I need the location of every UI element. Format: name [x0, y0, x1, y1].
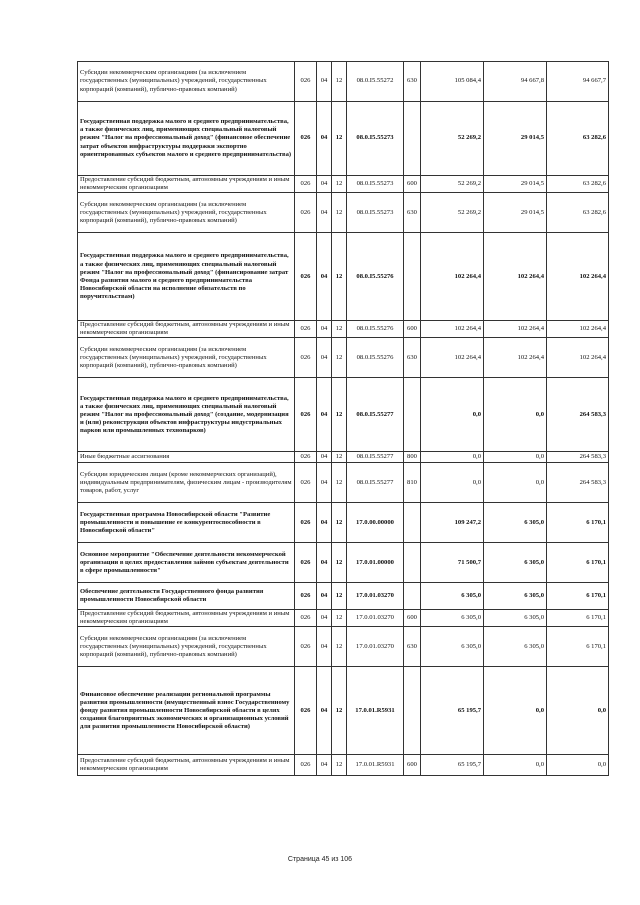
- row-name: Предоставление субсидий бюджетным, автономным учреждениям и иным некоммерческим организациям: [78, 176, 295, 193]
- section-code: 04: [317, 338, 332, 378]
- expense-type-code: [404, 503, 421, 543]
- table-row: [78, 62, 609, 102]
- ved-code: 026: [295, 667, 317, 755]
- subsection-code: 12: [332, 667, 347, 755]
- subsection-code: 12: [332, 755, 347, 776]
- section-code: 04: [317, 543, 332, 583]
- amount-year-1: 0,0: [421, 452, 484, 463]
- amount-year-3: 102 264,4: [547, 338, 609, 378]
- expense-type-code: 600: [404, 321, 421, 338]
- subsection-code: 12: [332, 503, 347, 543]
- amount-year-1: 71 500,7: [421, 543, 484, 583]
- row-name: Иные бюджетные ассигнования: [78, 452, 295, 463]
- table-row: [78, 193, 609, 233]
- target-article-code: 17.0.01.03270: [347, 627, 404, 667]
- page-footer: Страница 45 из 106: [287, 856, 353, 863]
- section-code: 04: [317, 176, 332, 193]
- amount-year-3: 264 583,3: [547, 378, 609, 452]
- amount-year-1: 109 247,2: [421, 503, 484, 543]
- table-row: [78, 755, 609, 776]
- amount-year-2: 94 667,8: [484, 62, 547, 102]
- row-name: Предоставление субсидий бюджетным, автономным учреждениям и иным некоммерческим организациям: [78, 321, 295, 338]
- amount-year-2: 102 264,4: [484, 338, 547, 378]
- table-row: [78, 378, 609, 452]
- section-code: 04: [317, 62, 332, 102]
- ved-code: 026: [295, 102, 317, 176]
- section-code: 04: [317, 503, 332, 543]
- row-name: Государственная поддержка малого и среднего предпринимательства, а также физических лиц, применяющих специальный налоговый режим "Налог на профессиональный доход" (финансовое обеспечение затрат объектов инфраструктуры поддержки экспортно ориентированных субъектов малого и среднего предпринимательства): [78, 102, 295, 176]
- table-row: [78, 321, 609, 338]
- amount-year-1: 102 264,4: [421, 233, 484, 321]
- amount-year-2: 0,0: [484, 463, 547, 503]
- target-article-code: 08.0.I5.55276: [347, 233, 404, 321]
- section-code: 04: [317, 233, 332, 321]
- ved-code: 026: [295, 452, 317, 463]
- expense-type-code: [404, 378, 421, 452]
- target-article-code: 08.0.I5.55277: [347, 452, 404, 463]
- amount-year-2: 0,0: [484, 755, 547, 776]
- ved-code: 026: [295, 503, 317, 543]
- row-name: Предоставление субсидий бюджетным, автономным учреждениям и иным некоммерческим организациям: [78, 610, 295, 627]
- expense-type-code: 800: [404, 452, 421, 463]
- amount-year-1: 52 269,2: [421, 176, 484, 193]
- expense-type-code: 630: [404, 193, 421, 233]
- ved-code: 026: [295, 755, 317, 776]
- amount-year-2: 6 305,0: [484, 543, 547, 583]
- target-article-code: 17.0.01.03270: [347, 583, 404, 610]
- row-name: Государственная поддержка малого и среднего предпринимательства, а также физических лиц, применяющих специальный налоговый режим "Налог на профессиональный доход" (финансирование затрат Фонда развития малого и среднего предпринимательства Новосибирской области на исполнение обязательств по поручительствам): [78, 233, 295, 321]
- ved-code: 026: [295, 176, 317, 193]
- amount-year-2: 0,0: [484, 378, 547, 452]
- amount-year-1: 0,0: [421, 463, 484, 503]
- subsection-code: 12: [332, 378, 347, 452]
- target-article-code: 17.0.01.R5931: [347, 755, 404, 776]
- target-article-code: 08.0.I5.55277: [347, 463, 404, 503]
- amount-year-3: 94 667,7: [547, 62, 609, 102]
- subsection-code: 12: [332, 102, 347, 176]
- amount-year-2: 0,0: [484, 667, 547, 755]
- row-name: Финансовое обеспечение реализации региональной программы развития промышленности (имущественный взнос Государственному фонду развития промышленности Новосибирской области в целях создания благоприятных экономических и организационных условий для развития промышленности Новосибирской области): [78, 667, 295, 755]
- target-article-code: 08.0.I5.55273: [347, 193, 404, 233]
- amount-year-1: 65 195,7: [421, 755, 484, 776]
- amount-year-1: 0,0: [421, 378, 484, 452]
- amount-year-1: 65 195,7: [421, 667, 484, 755]
- amount-year-3: 63 282,6: [547, 193, 609, 233]
- subsection-code: 12: [332, 62, 347, 102]
- expense-type-code: [404, 667, 421, 755]
- target-article-code: 08.0.I5.55272: [347, 62, 404, 102]
- amount-year-3: 63 282,6: [547, 176, 609, 193]
- expense-type-code: 810: [404, 463, 421, 503]
- amount-year-2: 6 305,0: [484, 610, 547, 627]
- section-code: 04: [317, 102, 332, 176]
- ved-code: 026: [295, 610, 317, 627]
- target-article-code: 08.0.I5.55277: [347, 378, 404, 452]
- subsection-code: 12: [332, 193, 347, 233]
- amount-year-3: 6 170,1: [547, 503, 609, 543]
- expense-type-code: [404, 233, 421, 321]
- amount-year-2: 102 264,4: [484, 233, 547, 321]
- expense-type-code: 600: [404, 610, 421, 627]
- amount-year-1: 102 264,4: [421, 321, 484, 338]
- amount-year-3: 102 264,4: [547, 233, 609, 321]
- amount-year-3: 264 583,3: [547, 452, 609, 463]
- section-code: 04: [317, 452, 332, 463]
- table-row: [78, 463, 609, 503]
- amount-year-1: 6 305,0: [421, 610, 484, 627]
- amount-year-1: 105 084,4: [421, 62, 484, 102]
- expense-type-code: [404, 543, 421, 583]
- row-name: Субсидии некоммерческим организациям (за исключением государственных (муниципальных) учреждений, государственных корпораций (компаний), публично-правовых компаний): [78, 338, 295, 378]
- section-code: 04: [317, 583, 332, 610]
- amount-year-2: 6 305,0: [484, 627, 547, 667]
- table-row: [78, 610, 609, 627]
- amount-year-2: 29 014,5: [484, 102, 547, 176]
- amount-year-2: 29 014,5: [484, 176, 547, 193]
- table-row: [78, 102, 609, 176]
- expense-type-code: 630: [404, 62, 421, 102]
- ved-code: 026: [295, 378, 317, 452]
- ved-code: 026: [295, 583, 317, 610]
- expense-type-code: 630: [404, 627, 421, 667]
- amount-year-2: 6 305,0: [484, 583, 547, 610]
- target-article-code: 17.0.01.R5931: [347, 667, 404, 755]
- amount-year-1: 52 269,2: [421, 102, 484, 176]
- row-name: Государственная поддержка малого и среднего предпринимательства, а также физических лиц, применяющих специальный налоговый режим "Налог на профессиональный доход" (создание, модернизация и (или) реконструкция объектов инфраструктуры индустриальных парков или промышленных технопарков): [78, 378, 295, 452]
- section-code: 04: [317, 193, 332, 233]
- ved-code: 026: [295, 62, 317, 102]
- ved-code: 026: [295, 338, 317, 378]
- row-name: Государственная программа Новосибирской области "Развитие промышленности и повышение ее конкурентоспособности в Новосибирской области": [78, 503, 295, 543]
- amount-year-2: 29 014,5: [484, 193, 547, 233]
- expense-type-code: 600: [404, 176, 421, 193]
- ved-code: 026: [295, 543, 317, 583]
- amount-year-3: 0,0: [547, 755, 609, 776]
- budget-table: [77, 61, 609, 776]
- amount-year-2: 102 264,4: [484, 321, 547, 338]
- table-row: [78, 583, 609, 610]
- table-row: [78, 667, 609, 755]
- section-code: 04: [317, 627, 332, 667]
- subsection-code: 12: [332, 583, 347, 610]
- amount-year-3: 264 583,3: [547, 463, 609, 503]
- amount-year-2: 0,0: [484, 452, 547, 463]
- row-name: Субсидии некоммерческим организациям (за исключением государственных (муниципальных) учреждений, государственных корпораций (компаний), публично-правовых компаний): [78, 627, 295, 667]
- table-row: [78, 543, 609, 583]
- amount-year-1: 52 269,2: [421, 193, 484, 233]
- table-row: [78, 176, 609, 193]
- subsection-code: 12: [332, 627, 347, 667]
- target-article-code: 17.0.01.03270: [347, 610, 404, 627]
- table-row: [78, 627, 609, 667]
- table-row: [78, 503, 609, 543]
- amount-year-3: 6 170,1: [547, 627, 609, 667]
- section-code: 04: [317, 610, 332, 627]
- subsection-code: 12: [332, 321, 347, 338]
- expense-type-code: 630: [404, 338, 421, 378]
- subsection-code: 12: [332, 176, 347, 193]
- target-article-code: 08.0.I5.55276: [347, 338, 404, 378]
- table-row: [78, 338, 609, 378]
- section-code: 04: [317, 755, 332, 776]
- subsection-code: 12: [332, 233, 347, 321]
- subsection-code: 12: [332, 610, 347, 627]
- ved-code: 026: [295, 463, 317, 503]
- amount-year-3: 6 170,1: [547, 583, 609, 610]
- section-code: 04: [317, 667, 332, 755]
- target-article-code: 17.0.00.00000: [347, 503, 404, 543]
- ved-code: 026: [295, 233, 317, 321]
- amount-year-1: 102 264,4: [421, 338, 484, 378]
- table-row: [78, 452, 609, 463]
- row-name: Субсидии некоммерческим организациям (за исключением государственных (муниципальных) учреждений, государственных корпораций (компаний), публично-правовых компаний): [78, 193, 295, 233]
- amount-year-2: 6 305,0: [484, 503, 547, 543]
- ved-code: 026: [295, 321, 317, 338]
- table-row: [78, 233, 609, 321]
- subsection-code: 12: [332, 452, 347, 463]
- section-code: 04: [317, 378, 332, 452]
- amount-year-3: 6 170,1: [547, 610, 609, 627]
- subsection-code: 12: [332, 463, 347, 503]
- amount-year-1: 6 305,0: [421, 627, 484, 667]
- row-name: Основное мероприятие "Обеспечение деятельности некоммерческой организации в целях предоставления займов субъектам деятельности в сфере промышленности": [78, 543, 295, 583]
- row-name: Обеспечение деятельности Государственного фонда развития промышленности Новосибирской области: [78, 583, 295, 610]
- amount-year-3: 0,0: [547, 667, 609, 755]
- target-article-code: 17.0.01.00000: [347, 543, 404, 583]
- subsection-code: 12: [332, 543, 347, 583]
- expense-type-code: [404, 583, 421, 610]
- amount-year-1: 6 305,0: [421, 583, 484, 610]
- target-article-code: 08.0.I5.55273: [347, 176, 404, 193]
- section-code: 04: [317, 463, 332, 503]
- section-code: 04: [317, 321, 332, 338]
- ved-code: 026: [295, 627, 317, 667]
- expense-type-code: [404, 102, 421, 176]
- amount-year-3: 63 282,6: [547, 102, 609, 176]
- target-article-code: 08.0.I5.55273: [347, 102, 404, 176]
- ved-code: 026: [295, 193, 317, 233]
- amount-year-3: 6 170,1: [547, 543, 609, 583]
- expense-type-code: 600: [404, 755, 421, 776]
- row-name: Субсидии юридическим лицам (кроме некоммерческих организаций), индивидуальным предпринимателям, физическим лицам - производителям товаров, работ, услуг: [78, 463, 295, 503]
- row-name: Предоставление субсидий бюджетным, автономным учреждениям и иным некоммерческим организациям: [78, 755, 295, 776]
- target-article-code: 08.0.I5.55276: [347, 321, 404, 338]
- amount-year-3: 102 264,4: [547, 321, 609, 338]
- row-name: Субсидии некоммерческим организациям (за исключением государственных (муниципальных) учреждений, государственных корпораций (компаний), публично-правовых компаний): [78, 62, 295, 102]
- subsection-code: 12: [332, 338, 347, 378]
